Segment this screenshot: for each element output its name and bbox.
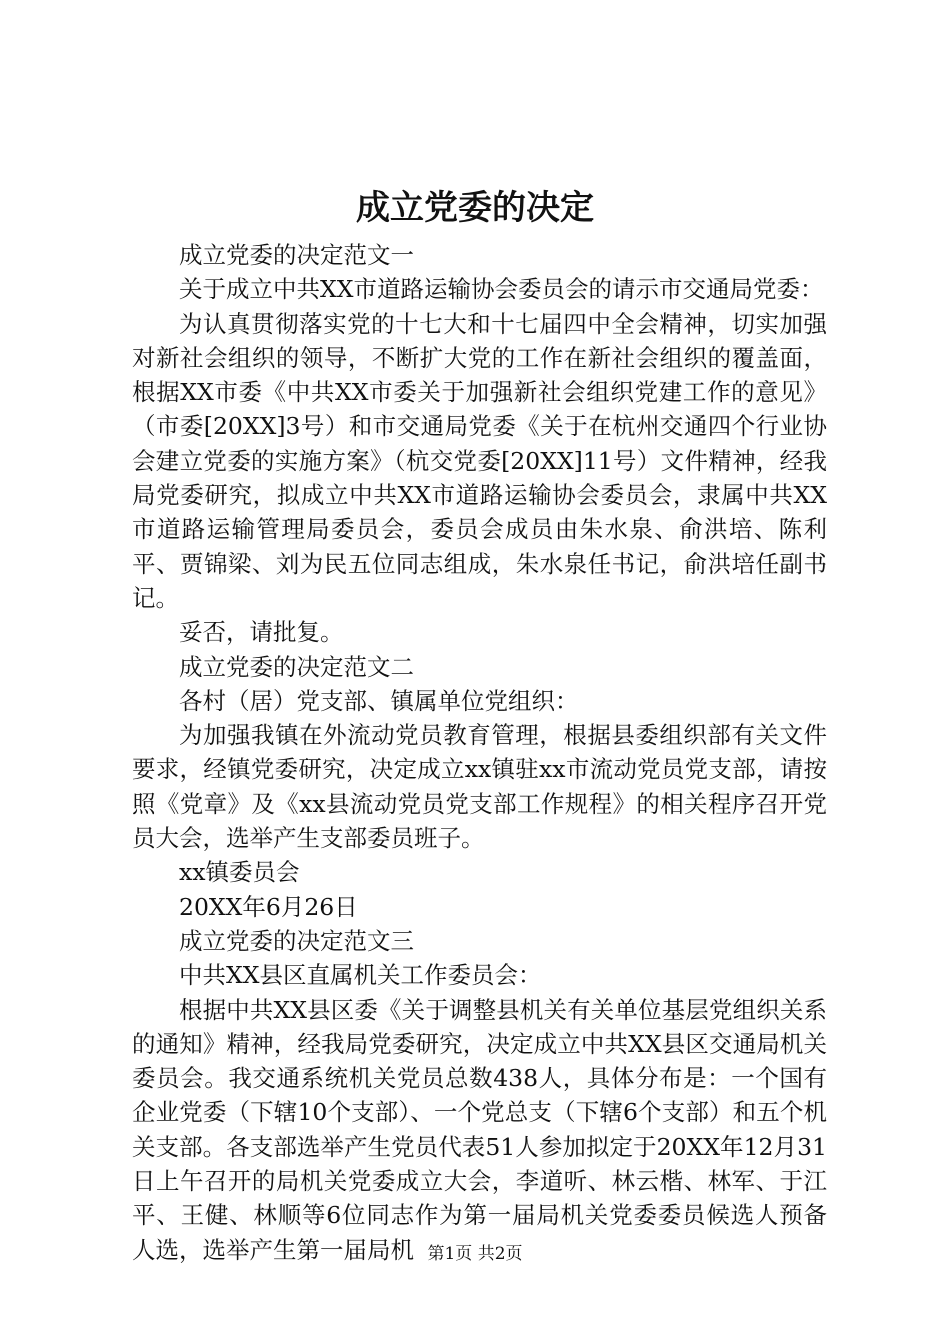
addressee-2: 各村（居）党支部、镇属单位党组织：: [179, 686, 579, 715]
paragraph-body-3: 根据中共XX县区委《关于调整县机关有关单位基层党组织关系的通知》精神，经我局党委研究，决定成立中共XX县区交通局机关委员会。我交通系统机关党员总数438人，具体分布是：一个国有企业党委（下辖10个支部）、一个党总支（下辖6个支部）和五个机关支部。各支部选举产生党员代表51人参加拟定于20XX年12月31日上午召开的局机关党委成立大会，李道听、林云楷、林军、于江平、王健、林顺等6位同志作为第一届局机关党委委员候选人预备人选，选举产生第一届局机: [132, 995, 827, 1264]
addressee-3: 中共XX县区直属机关工作委员会：: [179, 961, 542, 990]
paragraph-body-2: 为加强我镇在外流动党员教育管理，根据县委组织部有关文件要求，经镇党委研究，决定成立xx镇驻xx市流动党员党支部，请按照《党章》及《xx县流动党员党支部工作规程》的相关程序召开党员大会，选举产生支部委员班子。: [132, 721, 827, 853]
signature-org: xx镇委员会: [179, 858, 300, 887]
page-footer: 第1页 共2页: [427, 1244, 523, 1264]
request-title: 关于成立中共XX市道路运输协会委员会的请示市交通局党委：: [179, 275, 824, 304]
document-title: 成立党委的决定: [356, 188, 594, 228]
section-heading-2: 成立党委的决定范文二: [179, 652, 414, 681]
section-heading-3: 成立党委的决定范文三: [179, 926, 414, 955]
paragraph-body-1: 为认真贯彻落实党的十七大和十七届四中全会精神，切实加强对新社会组织的领导，不断扩大党的工作在新社会组织的覆盖面，根据XX市委《中共XX市委关于加强新社会组织党建工作的意见》（市委[20XX]3号）和市交通局党委《关于在杭州交通四个行业协会建立党委的实施方案》（杭交党委[20XX]11号）文件精神，经我局党委研究，拟成立中共XX市道路运输协会委员会，隶属中共XX市道路运输管理局委员会，委员会成员由朱水泉、俞洪培、陈利平、贾锦梁、刘为民五位同志组成，朱水泉任书记，俞洪培任副书记。: [132, 309, 827, 612]
signature-date: 20XX年6月26日: [179, 892, 358, 921]
paragraph-closing-1: 妥否，请批复。: [179, 618, 344, 647]
document-body: [132, 238, 827, 1267]
section-heading-1: 成立党委的决定范文一: [179, 241, 414, 269]
